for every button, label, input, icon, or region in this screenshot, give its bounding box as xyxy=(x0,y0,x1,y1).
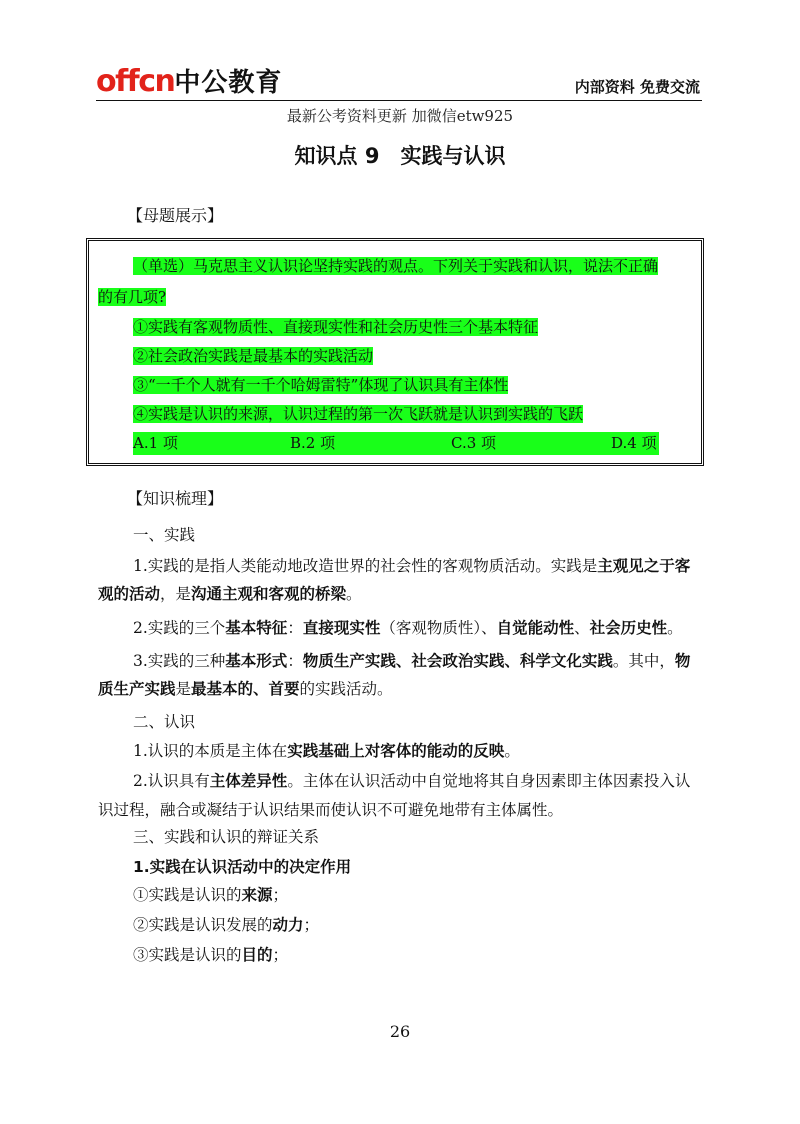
subheading-decisive-role: 1.实践在认识活动中的决定作用 xyxy=(133,858,352,876)
heading-practice: 一、实践 xyxy=(133,526,196,544)
page-header xyxy=(96,62,702,102)
paragraph-practice-1-cont: 观的活动，是沟通主观和客观的桥梁。 xyxy=(98,585,362,603)
logo-chinese: 中公教育 xyxy=(174,68,283,98)
heading-cognition: 二、认识 xyxy=(133,713,196,731)
option-b: B.2 项 xyxy=(290,434,336,452)
question-item: ③“一千个人就有一千个哈姆雷特”体现了认识具有主体性 xyxy=(133,376,509,394)
page-title: 知识点 9 实践与认识 xyxy=(294,144,506,168)
section-knowledge-label: 【知识梳理】 xyxy=(127,489,224,508)
list-item-source: ①实践是认识的来源； xyxy=(133,886,289,904)
paragraph-practice-2: 2.实践的三个基本特征：直接现实性（客观物质性）、自觉能动性、社会历史性。 xyxy=(133,619,683,637)
question-stem-line2: 的有几项? xyxy=(98,288,167,306)
question-item: ①实践有客观物质性、直接现实性和社会历史性三个基本特征 xyxy=(133,318,539,336)
logo-english: offcn xyxy=(96,64,175,99)
header-divider xyxy=(96,100,702,101)
section-example-label: 【母题展示】 xyxy=(127,206,224,225)
paragraph-cognition-2: 2.认识具有主体差异性。主体在认识活动中自觉地将其自身因素即主体因素投入认 xyxy=(133,772,691,790)
question-item: ④实践是认识的来源，认识过程的第一次飞跃就是认识到实践的飞跃 xyxy=(133,405,584,423)
paragraph-practice-3: 3.实践的三种基本形式：物质生产实践、社会政治实践、科学文化实践。其中，物 xyxy=(133,652,691,670)
list-item-purpose: ③实践是认识的目的； xyxy=(133,946,289,964)
heading-dialectic: 三、实践和认识的辩证关系 xyxy=(133,828,320,846)
question-stem-line1: （单选）马克思主义认识论坚持实践的观点。下列关于实践和认识，说法不正确 xyxy=(133,257,659,275)
option-c: C.3 项 xyxy=(451,434,497,452)
option-d: D.4 项 xyxy=(611,434,657,452)
offcn-logo xyxy=(96,62,282,99)
answer-options xyxy=(133,432,659,455)
paragraph-practice-1: 1.实践的是指人类能动地改造世界的社会性的客观物质活动。实践是主观见之于客 xyxy=(133,557,691,575)
page-number: 26 xyxy=(389,1022,411,1041)
paragraph-cognition-2-cont: 识过程，融合或凝结于认识结果而使认识不可避免地带有主体属性。 xyxy=(98,801,564,819)
paragraph-practice-3-cont: 质生产实践是最基本的、首要的实践活动。 xyxy=(98,680,393,698)
header-note: 内部资料 免费交流 xyxy=(574,78,700,96)
question-item: ②社会政治实践是最基本的实践活动 xyxy=(133,347,374,365)
option-a: A.1 项 xyxy=(133,434,178,452)
paragraph-cognition-1: 1.认识的本质是主体在实践基础上对客体的能动的反映。 xyxy=(133,742,520,760)
update-note: 最新公考资料更新 加微信etw925 xyxy=(286,107,514,125)
list-item-driving-force: ②实践是认识发展的动力； xyxy=(133,916,320,934)
